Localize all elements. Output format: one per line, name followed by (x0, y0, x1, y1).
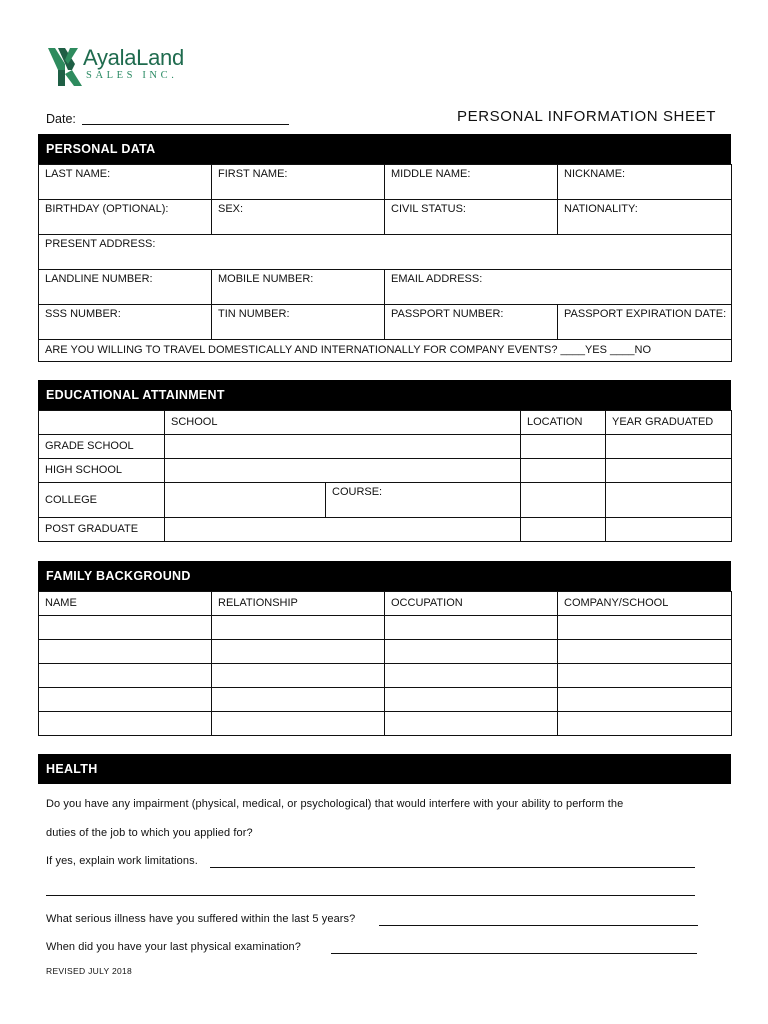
serious-illness-answer-line[interactable] (379, 925, 698, 926)
work-limitations-answer-line-2[interactable] (46, 895, 695, 896)
ayalaland-logo (48, 44, 198, 86)
sss-number-field[interactable] (39, 305, 212, 340)
table-row (39, 518, 732, 542)
family-occupation-field[interactable] (385, 640, 558, 664)
family-company-field[interactable] (558, 688, 732, 712)
table-row (39, 200, 732, 235)
row-label-post-graduate: POST GRADUATE (39, 518, 165, 542)
family-occupation-field[interactable] (385, 664, 558, 688)
family-company-field[interactable] (558, 640, 732, 664)
field-label: CIVIL STATUS: (391, 203, 466, 215)
family-occupation-field[interactable] (385, 712, 558, 736)
passport-number-field[interactable] (385, 305, 558, 340)
health-question-impairment-continued: duties of the job to which you applied for? (46, 827, 253, 839)
landline-number-field[interactable] (39, 270, 212, 305)
family-occupation-field[interactable] (385, 688, 558, 712)
field-label: SSS NUMBER: (45, 308, 121, 320)
row-label-college: COLLEGE (39, 483, 165, 518)
family-occupation-field[interactable] (385, 616, 558, 640)
table-row (39, 712, 732, 736)
table-cell (39, 411, 165, 435)
family-name-field[interactable] (39, 616, 212, 640)
travel-question-field[interactable] (39, 340, 732, 362)
table-row (39, 435, 732, 459)
work-limitations-answer-line[interactable] (210, 867, 695, 868)
field-label: LAST NAME: (45, 168, 111, 180)
grade-school-school-field[interactable] (165, 435, 521, 459)
table-row (39, 411, 732, 435)
grade-school-year-field[interactable] (606, 435, 732, 459)
column-header-name: NAME (39, 592, 212, 616)
mobile-number-field[interactable] (212, 270, 385, 305)
personal-data-heading: PERSONAL DATA (38, 134, 731, 164)
column-header-occupation: OCCUPATION (385, 592, 558, 616)
logo-sub-text: SALES INC. (86, 70, 178, 81)
field-label: NATIONALITY: (564, 203, 638, 215)
table-row (39, 592, 732, 616)
family-name-field[interactable] (39, 712, 212, 736)
nickname-field[interactable] (558, 165, 732, 200)
field-label: MIDDLE NAME: (391, 168, 471, 180)
last-name-field[interactable] (39, 165, 212, 200)
field-label: PASSPORT NUMBER: (391, 308, 504, 320)
field-label: TIN NUMBER: (218, 308, 290, 320)
high-school-location-field[interactable] (521, 459, 606, 483)
family-name-field[interactable] (39, 664, 212, 688)
college-year-field[interactable] (606, 483, 732, 518)
table-row (39, 688, 732, 712)
column-header-school: SCHOOL (165, 411, 521, 435)
sex-field[interactable] (212, 200, 385, 235)
passport-expiration-field[interactable] (558, 305, 732, 340)
ayalaland-logo-mark-icon (48, 48, 82, 86)
family-heading: FAMILY BACKGROUND (38, 561, 731, 591)
college-location-field[interactable] (521, 483, 606, 518)
email-address-field[interactable] (385, 270, 732, 305)
field-label: EMAIL ADDRESS: (391, 273, 483, 285)
revision-note: REVISED JULY 2018 (46, 966, 133, 976)
field-label: SEX: (218, 203, 244, 215)
family-relationship-field[interactable] (212, 616, 385, 640)
health-question-physical-exam: When did you have your last physical examination? (46, 941, 301, 953)
health-question-work-limitations: If yes, explain work limitations. (46, 855, 198, 867)
present-address-field[interactable] (39, 235, 732, 270)
college-school-field[interactable] (165, 483, 326, 518)
row-label-high-school: HIGH SCHOOL (39, 459, 165, 483)
date-field-line[interactable] (82, 124, 289, 125)
college-course-field[interactable] (326, 483, 521, 518)
field-label: PRESENT ADDRESS: (45, 238, 156, 250)
course-label: COURSE: (332, 486, 383, 498)
family-table (38, 591, 732, 736)
post-graduate-location-field[interactable] (521, 518, 606, 542)
birthday-field[interactable] (39, 200, 212, 235)
family-company-field[interactable] (558, 616, 732, 640)
family-relationship-field[interactable] (212, 664, 385, 688)
personal-data-table (38, 164, 732, 362)
education-table (38, 410, 732, 542)
tin-number-field[interactable] (212, 305, 385, 340)
family-relationship-field[interactable] (212, 688, 385, 712)
table-row (39, 616, 732, 640)
high-school-year-field[interactable] (606, 459, 732, 483)
page-title: PERSONAL INFORMATION SHEET (457, 108, 716, 125)
field-label: NICKNAME: (564, 168, 626, 180)
table-row (39, 165, 732, 200)
first-name-field[interactable] (212, 165, 385, 200)
family-relationship-field[interactable] (212, 640, 385, 664)
grade-school-location-field[interactable] (521, 435, 606, 459)
family-name-field[interactable] (39, 688, 212, 712)
table-row (39, 664, 732, 688)
field-label: MOBILE NUMBER: (218, 273, 314, 285)
high-school-school-field[interactable] (165, 459, 521, 483)
field-label: LANDLINE NUMBER: (45, 273, 153, 285)
travel-question-text: ARE YOU WILLING TO TRAVEL DOMESTICALLY AND INTERNATIONALLY FOR COMPANY EVENTS? ____YES ____NO (45, 344, 652, 356)
table-row (39, 270, 732, 305)
table-row (39, 340, 732, 362)
civil-status-field[interactable] (385, 200, 558, 235)
column-header-location: LOCATION (521, 411, 606, 435)
middle-name-field[interactable] (385, 165, 558, 200)
table-row (39, 640, 732, 664)
family-relationship-field[interactable] (212, 712, 385, 736)
table-row (39, 483, 732, 518)
field-label: FIRST NAME: (218, 168, 288, 180)
post-graduate-school-field[interactable] (165, 518, 521, 542)
health-heading: HEALTH (38, 754, 731, 784)
table-row (39, 235, 732, 270)
date-label: Date: (46, 112, 76, 126)
family-company-field[interactable] (558, 664, 732, 688)
education-heading: EDUCATIONAL ATTAINMENT (38, 380, 731, 410)
column-header-year-graduated: YEAR GRADUATED (606, 411, 732, 435)
health-question-impairment: Do you have any impairment (physical, medical, or psychological) that would interfere with your ability to perform the (46, 798, 624, 810)
column-header-relationship: RELATIONSHIP (212, 592, 385, 616)
logo-brand-text: AyalaLand (83, 45, 184, 70)
field-label: PASSPORT EXPIRATION DATE: (564, 308, 727, 320)
table-row (39, 305, 732, 340)
field-label: BIRTHDAY (OPTIONAL): (45, 203, 169, 215)
column-header-company-school: COMPANY/SCHOOL (558, 592, 732, 616)
post-graduate-year-field[interactable] (606, 518, 732, 542)
table-row (39, 459, 732, 483)
row-label-grade-school: GRADE SCHOOL (39, 435, 165, 459)
nationality-field[interactable] (558, 200, 732, 235)
health-question-serious-illness: What serious illness have you suffered within the last 5 years? (46, 913, 356, 925)
physical-exam-answer-line[interactable] (331, 953, 697, 954)
family-name-field[interactable] (39, 640, 212, 664)
family-company-field[interactable] (558, 712, 732, 736)
